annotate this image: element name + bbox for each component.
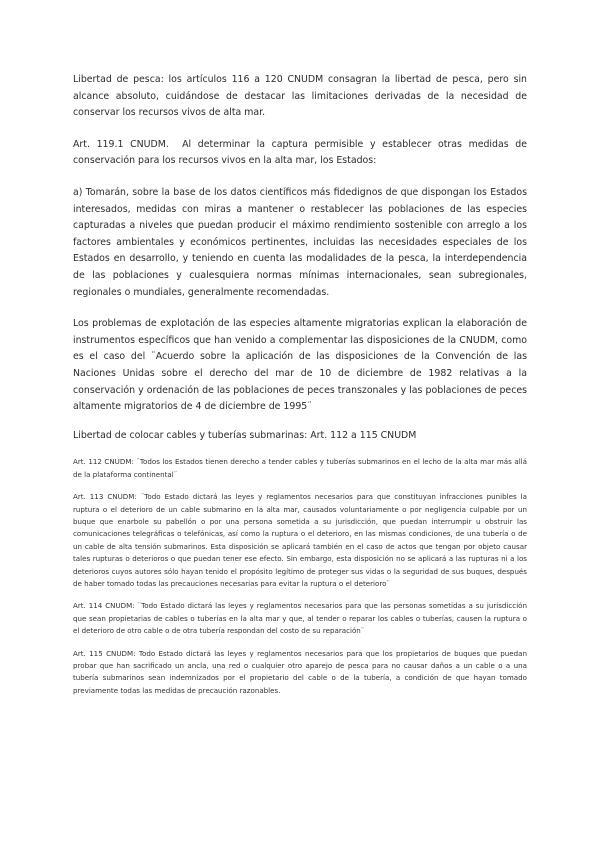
paragraph-art-119-a: a) Tomarán, sobre la base de los datos científicos más fidedignos de que dispongan los Estados interesados, medidas con miras a mantener o restablecer las poblaciones de las especies capturadas a niveles que puedan producir el máximo rendimiento sostenible con arreglo a los factores ambientales y económicos pertinentes, incluidas las necesidades especiales de los Estados en desarrollo, y teniendo en cuenta las modalidades de la pesca, la interdependencia de las poblaciones y cualesquiera normas mínimas internacionales, sean subregionales, regionales o mundiales, generalmente recomendadas. xyxy=(73,186,527,298)
article-114: Art. 114 CNUDM: ¨Todo Estado dictará las leyes y reglamentos necesarios para que las personas sometidas a su jurisdicción que sean propietarias de cables o tuberías en la alta mar y que, al tender o reparar los cables o tuberías, causen la ruptura o el deterioro de otro cable o de otra tubería respondan del costo de su reparación¨ xyxy=(73,601,527,636)
paragraph-art-119: Art. 119.1 CNUDM. Al determinar la captura permisible y establecer otras medidas de conservación para los recursos vivos en la alta mar, los Estados: xyxy=(73,138,530,167)
article-112: Art. 112 CNUDM: ¨Todos los Estados tienen derecho a tender cables y tuberías submarinos en el lecho de la alta mar más allá de la plataforma continental¨ xyxy=(73,457,527,479)
paragraph-especies-migratorias: Los problemas de explotación de las especies altamente migratorias explican la elaboración de instrumentos específicos que han venido a complementar las disposiciones de la CNUDM, como es el caso del ¨Acuerdo sobre la aplicación de las disposiciones de la Convención de las Naciones Unidas sobre el derecho del mar de 10 de diciembre de 1982 relativas a la conservación y ordenación de las poblaciones de peces transzonales y las poblaciones de peces altamente migratorios de 4 de diciembre de 1995¨ xyxy=(73,318,527,413)
article-115: Art. 115 CNUDM: Todo Estado dictará las leyes y reglamentos necesarios para que los propietarios de buques que puedan probar que han sacrificado un ancla, una red o cualquier otro aparejo de pesca para no causar daños a un cable o a una tubería submarinos sean indemnizados por el propietario del cable o de la tubería, a condición de que hayan tomado previamente todas las medidas de precaución razonables. xyxy=(73,648,527,695)
document-page xyxy=(73,72,530,697)
article-113: Art. 113 CNUDM: ¨Todo Estado dictará las leyes y reglamentos necesarios para que constituyan infracciones punibles la ruptura o el deterioro de un cable submarino en la alta mar, causados voluntariamente o por negligencia culpable por un buque que enarbole su pabellón o por una persona sometida a su jurisdicción, que puedan interrumpir u obstruir las comunicaciones telegráficas o telefónicas, así como la ruptura o el deterioro, en las mismas condiciones, de una tubería o de un cable de alta tensión submarinos. Esta disposición se aplicará también en el caso de actos que tengan por objeto causar tales rupturas o deterioros o que puedan tener ese efecto. Sin embargo, esta disposición no se aplicará a las rupturas ni a los deterioros cuyos autores sólo hayan tenido el propósito legítimo de proteger sus vidas o la seguridad de sus buques, después de haber tomado todas las precauciones necesarias para evitar la ruptura o el deterioro¨ xyxy=(73,492,527,588)
paragraph-libertad-pesca: Libertad de pesca: los artículos 116 a 120 CNUDM consagran la libertad de pesca, pero sin alcance absoluto, cuidándose de destacar las limitaciones derivadas de la necesidad de conservar los recursos vivos de alta mar. xyxy=(73,74,527,119)
paragraph-cables-tuberias-heading: Libertad de colocar cables y tuberías submarinas: Art. 112 a 115 CNUDM xyxy=(73,429,417,441)
